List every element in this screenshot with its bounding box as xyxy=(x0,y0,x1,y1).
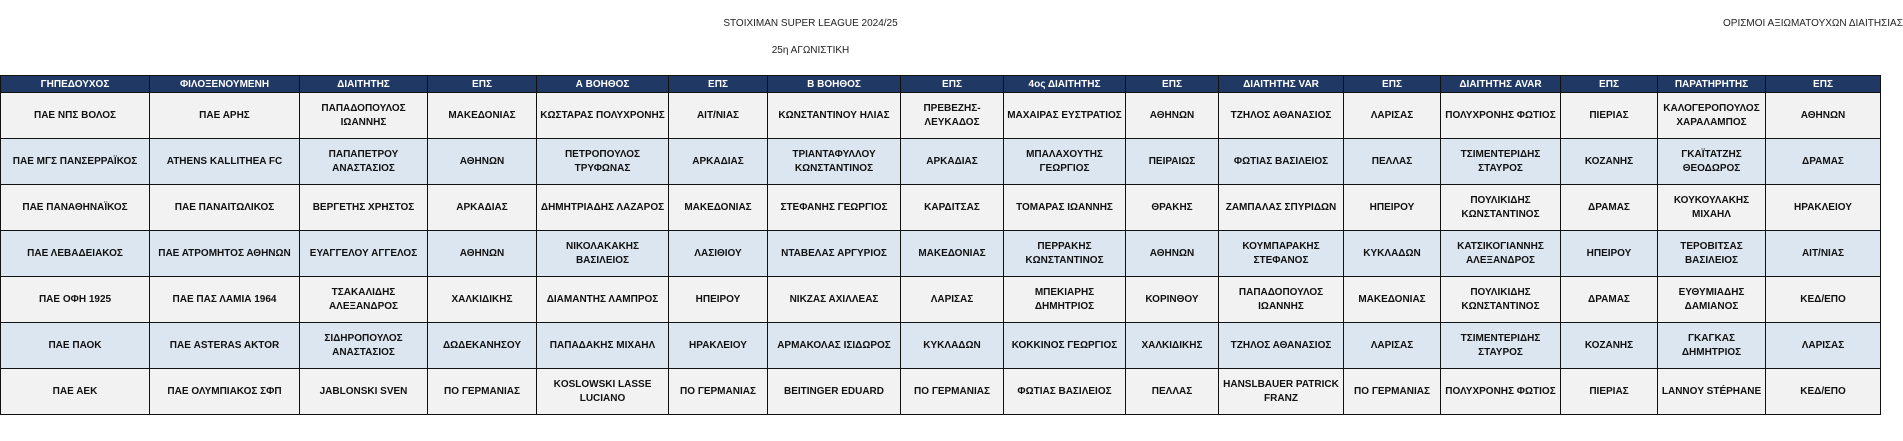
table-cell: ΠΟΥΛΙΚΙΔΗΣ ΚΩΝΣΤΑΝΤΙΝΟΣ xyxy=(1441,277,1561,323)
document-subtitle: 25η ΑΓΩΝΙΣΤΙΚΗ xyxy=(771,45,850,56)
table-cell: ΑΡΚΑΔΙΑΣ xyxy=(428,185,537,231)
table-cell: ΚΑΡΔΙΤΣΑΣ xyxy=(901,185,1004,231)
assignments-table-container xyxy=(0,75,1858,413)
table-cell: ΠΡΕΒΕΖΗΣ-ΛΕΥΚΑΔΟΣ xyxy=(901,93,1004,139)
table-cell: HANSLBAUER PATRICK FRANZ xyxy=(1219,369,1344,415)
table-cell: ΠΙΕΡΙΑΣ xyxy=(1561,369,1658,415)
table-cell: ΔΡΑΜΑΣ xyxy=(1561,277,1658,323)
table-cell: ΛΑΡΙΣΑΣ xyxy=(1766,323,1881,369)
table-cell: ΠΑΕ ΜΓΣ ΠΑΝΣΕΡΡΑΪΚΟΣ xyxy=(1,139,150,185)
table-cell: ΚΕΔ/ΕΠΟ xyxy=(1766,369,1881,415)
table-cell: ΚΩΝΣΤΑΝΤΙΝΟΥ ΗΛΙΑΣ xyxy=(768,93,901,139)
table-cell: ΕΥΘΥΜΙΑΔΗΣ ΔΑΜΙΑΝΟΣ xyxy=(1658,277,1766,323)
table-cell: ΠΟ ΓΕΡΜΑΝΙΑΣ xyxy=(428,369,537,415)
table-cell: KOSLOWSKI LASSE LUCIANO xyxy=(537,369,669,415)
table-cell: ΗΠΕΙΡΟΥ xyxy=(1344,185,1441,231)
table-cell: ΠΑΕ ΠΑΣ ΛΑΜΙΑ 1964 xyxy=(150,277,300,323)
table-cell: ΜΠΕΚΙΑΡΗΣ ΔΗΜΗΤΡΙΟΣ xyxy=(1004,277,1126,323)
column-header: ΕΠΣ xyxy=(1766,76,1881,93)
table-cell: ΑΡΚΑΔΙΑΣ xyxy=(669,139,768,185)
table-cell: ΑΘΗΝΩΝ xyxy=(1766,93,1881,139)
table-cell: ΚΟΥΚΟΥΛΑΚΗΣ ΜΙΧΑΗΛ xyxy=(1658,185,1766,231)
column-header: ΕΠΣ xyxy=(428,76,537,93)
table-cell: ΝΙΚΖΑΣ ΑΧΙΛΛΕΑΣ xyxy=(768,277,901,323)
table-cell: ΠΙΕΡΙΑΣ xyxy=(1561,93,1658,139)
column-header: ΔΙΑΙΤΗΤΗΣ AVAR xyxy=(1441,76,1561,93)
table-cell: ΦΩΤΙΑΣ ΒΑΣΙΛΕΙΟΣ xyxy=(1004,369,1126,415)
table-cell: ΛΑΡΙΣΑΣ xyxy=(1344,93,1441,139)
table-cell: ΚΥΚΛΑΔΩΝ xyxy=(901,323,1004,369)
table-cell: ΠΟΥΛΙΚΙΔΗΣ ΚΩΝΣΤΑΝΤΙΝΟΣ xyxy=(1441,185,1561,231)
table-cell: ΚΑΛΟΓΕΡΟΠΟΥΛΟΣ ΧΑΡΑΛΑΜΠΟΣ xyxy=(1658,93,1766,139)
column-header: ΕΠΣ xyxy=(1126,76,1219,93)
table-cell: ΑΘΗΝΩΝ xyxy=(428,231,537,277)
table-cell: ΚΟΖΑΝΗΣ xyxy=(1561,323,1658,369)
table-cell: ΗΠΕΙΡΟΥ xyxy=(1561,231,1658,277)
column-header: ΕΠΣ xyxy=(1344,76,1441,93)
table-cell: ΠΑΕ ΝΠΣ ΒΟΛΟΣ xyxy=(1,93,150,139)
table-cell: ΓΚΑΪΤΑΤΖΗΣ ΘΕΟΔΩΡΟΣ xyxy=(1658,139,1766,185)
table-row xyxy=(1,139,1881,185)
table-cell: ΗΡΑΚΛΕΙΟΥ xyxy=(669,323,768,369)
table-cell: ΤΕΡΟΒΙΤΣΑΣ ΒΑΣΙΛΕΙΟΣ xyxy=(1658,231,1766,277)
table-cell: ΤΖΗΛΟΣ ΑΘΑΝΑΣΙΟΣ xyxy=(1219,323,1344,369)
table-cell: ΤΡΙΑΝΤΑΦΥΛΛΟΥ ΚΩΝΣΤΑΝΤΙΝΟΣ xyxy=(768,139,901,185)
table-cell: ΚΟΥΜΠΑΡΑΚΗΣ ΣΤΕΦΑΝΟΣ xyxy=(1219,231,1344,277)
table-cell: ΠΑΕ ΠΑΟΚ xyxy=(1,323,150,369)
table-cell: BEITINGER EDUARD xyxy=(768,369,901,415)
table-cell: ΠΑΕ ΟΦΗ 1925 xyxy=(1,277,150,323)
column-header: ΕΠΣ xyxy=(1561,76,1658,93)
table-cell: ΔΩΔΕΚΑΝΗΣΟΥ xyxy=(428,323,537,369)
table-cell: ΜΠΑΛΑΧΟΥΤΗΣ ΓΕΩΡΓΙΟΣ xyxy=(1004,139,1126,185)
table-cell: ΗΡΑΚΛΕΙΟΥ xyxy=(1766,185,1881,231)
column-header: ΔΙΑΙΤΗΤΗΣ xyxy=(300,76,428,93)
table-cell: ΠΑΕ ΑΕΚ xyxy=(1,369,150,415)
table-row xyxy=(1,231,1881,277)
table-cell: ΚΥΚΛΑΔΩΝ xyxy=(1344,231,1441,277)
table-cell: ΠΑΕ ΑΡΗΣ xyxy=(150,93,300,139)
table-cell: ΑΙΤ/ΝΙΑΣ xyxy=(1766,231,1881,277)
table-header-row xyxy=(1,76,1881,93)
table-cell: ΛΑΡΙΣΑΣ xyxy=(1344,323,1441,369)
table-cell: ΚΟΚΚΙΝΟΣ ΓΕΩΡΓΙΟΣ xyxy=(1004,323,1126,369)
table-cell: ΠΑΠΑΔΑΚΗΣ ΜΙΧΑΗΛ xyxy=(537,323,669,369)
table-cell: ΑΘΗΝΩΝ xyxy=(428,139,537,185)
table-cell: ΠΕΡΡΑΚΗΣ ΚΩΝΣΤΑΝΤΙΝΟΣ xyxy=(1004,231,1126,277)
table-cell: ΤΣΙΜΕΝΤΕΡΙΔΗΣ ΣΤΑΥΡΟΣ xyxy=(1441,323,1561,369)
table-cell: ΑΙΤ/ΝΙΑΣ xyxy=(669,93,768,139)
table-cell: ΠΕΤΡΟΠΟΥΛΟΣ ΤΡΥΦΩΝΑΣ xyxy=(537,139,669,185)
table-cell: ΕΥΑΓΓΕΛΟΥ ΑΓΓΕΛΟΣ xyxy=(300,231,428,277)
column-header: 4ος ΔΙΑΙΤΗΤΗΣ xyxy=(1004,76,1126,93)
table-cell: ATHENS KALLITHEA FC xyxy=(150,139,300,185)
table-cell: ΠΟΛΥΧΡΟΝΗΣ ΦΩΤΙΟΣ xyxy=(1441,93,1561,139)
column-header: Β ΒΟΗΘΟΣ xyxy=(768,76,901,93)
table-cell: ΠΕΛΛΑΣ xyxy=(1126,369,1219,415)
table-cell: ΛΑΣΙΘΙΟΥ xyxy=(669,231,768,277)
column-header: ΦΙΛΟΞΕΝΟΥΜΕΝΗ xyxy=(150,76,300,93)
table-cell: LANNOY STÉPHANE xyxy=(1658,369,1766,415)
table-cell: ΧΑΛΚΙΔΙΚΗΣ xyxy=(1126,323,1219,369)
table-cell: ΠΑΕ ASTERAS AKTOR xyxy=(150,323,300,369)
column-header: ΓΗΠΕΔΟΥΧΟΣ xyxy=(1,76,150,93)
table-cell: ΣΙΔΗΡΟΠΟΥΛΟΣ ΑΝΑΣΤΑΣΙΟΣ xyxy=(300,323,428,369)
table-cell: ΠΑΕ ΟΛΥΜΠΙΑΚΟΣ ΣΦΠ xyxy=(150,369,300,415)
document-heading-right: ΟΡΙΣΜΟΙ ΑΞΙΩΜΑΤΟΥΧΩΝ ΔΙΑΙΤΗΣΙΑΣ xyxy=(1723,18,1903,29)
table-cell: ΤΟΜΑΡΑΣ ΙΩΑΝΝΗΣ xyxy=(1004,185,1126,231)
table-cell: ΠΟ ΓΕΡΜΑΝΙΑΣ xyxy=(901,369,1004,415)
table-cell: ΔΡΑΜΑΣ xyxy=(1766,139,1881,185)
column-header: ΕΠΣ xyxy=(669,76,768,93)
table-cell: ΚΟΡΙΝΘΟΥ xyxy=(1126,277,1219,323)
table-cell: ΔΡΑΜΑΣ xyxy=(1561,185,1658,231)
table-cell: ΠΟΛΥΧΡΟΝΗΣ ΦΩΤΙΟΣ xyxy=(1441,369,1561,415)
column-header: ΠΑΡΑΤΗΡΗΤΗΣ xyxy=(1658,76,1766,93)
table-cell: ΛΑΡΙΣΑΣ xyxy=(901,277,1004,323)
table-cell: ΠΑΠΑΔΟΠΟΥΛΟΣ ΙΩΑΝΝΗΣ xyxy=(1219,277,1344,323)
table-cell: ΑΘΗΝΩΝ xyxy=(1126,231,1219,277)
table-cell: ΚΩΣΤΑΡΑΣ ΠΟΛΥΧΡΟΝΗΣ xyxy=(537,93,669,139)
table-cell: ΠΑΕ ΑΤΡΟΜΗΤΟΣ ΑΘΗΝΩΝ xyxy=(150,231,300,277)
table-cell: ΑΡΚΑΔΙΑΣ xyxy=(901,139,1004,185)
table-cell: ΔΗΜΗΤΡΙΑΔΗΣ ΛΑΖΑΡΟΣ xyxy=(537,185,669,231)
table-cell: ΠΕΙΡΑΙΩΣ xyxy=(1126,139,1219,185)
table-row xyxy=(1,93,1881,139)
table-cell: ΦΩΤΙΑΣ ΒΑΣΙΛΕΙΟΣ xyxy=(1219,139,1344,185)
table-row xyxy=(1,185,1881,231)
table-row xyxy=(1,369,1881,415)
table-cell: ΚΑΤΣΙΚΟΓΙΑΝΝΗΣ ΑΛΕΞΑΝΔΡΟΣ xyxy=(1441,231,1561,277)
column-header: ΔΙΑΙΤΗΤΗΣ VAR xyxy=(1219,76,1344,93)
table-cell: ΠΑΠΑΔΟΠΟΥΛΟΣ ΙΩΑΝΝΗΣ xyxy=(300,93,428,139)
table-cell: ΑΡΜΑΚΟΛΑΣ ΙΣΙΔΩΡΟΣ xyxy=(768,323,901,369)
table-cell: ΜΑΚΕΔΟΝΙΑΣ xyxy=(669,185,768,231)
table-cell: JABLONSKI SVEN xyxy=(300,369,428,415)
table-cell: ΠΟ ΓΕΡΜΑΝΙΑΣ xyxy=(1344,369,1441,415)
table-cell: ΤΣΙΜΕΝΤΕΡΙΔΗΣ ΣΤΑΥΡΟΣ xyxy=(1441,139,1561,185)
table-cell: ΓΚΑΓΚΑΣ ΔΗΜΗΤΡΙΟΣ xyxy=(1658,323,1766,369)
document-title: STOIXIMAN SUPER LEAGUE 2024/25 xyxy=(723,18,898,29)
table-cell: ΔΙΑΜΑΝΤΗΣ ΛΑΜΠΡΟΣ xyxy=(537,277,669,323)
column-header: ΕΠΣ xyxy=(901,76,1004,93)
table-cell: ΖΑΜΠΑΛΑΣ ΣΠΥΡΙΔΩΝ xyxy=(1219,185,1344,231)
table-cell: ΜΑΧΑΙΡΑΣ ΕΥΣΤΡΑΤΙΟΣ xyxy=(1004,93,1126,139)
table-cell: ΑΘΗΝΩΝ xyxy=(1126,93,1219,139)
table-cell: ΜΑΚΕΔΟΝΙΑΣ xyxy=(428,93,537,139)
table-cell: ΚΟΖΑΝΗΣ xyxy=(1561,139,1658,185)
table-cell: ΤΣΑΚΑΛΙΔΗΣ ΑΛΕΞΑΝΔΡΟΣ xyxy=(300,277,428,323)
table-cell: ΠΑΕ ΠΑΝΑΘΗΝΑΪΚΟΣ xyxy=(1,185,150,231)
table-body xyxy=(1,93,1881,415)
table-cell: ΠΑΕ ΠΑΝΑΙΤΩΛΙΚΟΣ xyxy=(150,185,300,231)
table-row xyxy=(1,323,1881,369)
table-cell: ΜΑΚΕΔΟΝΙΑΣ xyxy=(1344,277,1441,323)
table-cell: ΜΑΚΕΔΟΝΙΑΣ xyxy=(901,231,1004,277)
column-header: Α ΒΟΗΘΟΣ xyxy=(537,76,669,93)
table-row xyxy=(1,277,1881,323)
table-cell: ΠΑΠΑΠΕΤΡΟΥ ΑΝΑΣΤΑΣΙΟΣ xyxy=(300,139,428,185)
table-cell: ΠΟ ΓΕΡΜΑΝΙΑΣ xyxy=(669,369,768,415)
table-cell: ΗΠΕΙΡΟΥ xyxy=(669,277,768,323)
table-cell: ΠΑΕ ΛΕΒΑΔΕΙΑΚΟΣ xyxy=(1,231,150,277)
table-cell: ΒΕΡΓΕΤΗΣ ΧΡΗΣΤΟΣ xyxy=(300,185,428,231)
table-cell: ΚΕΔ/ΕΠΟ xyxy=(1766,277,1881,323)
table-cell: ΠΕΛΛΑΣ xyxy=(1344,139,1441,185)
table-cell: ΘΡΑΚΗΣ xyxy=(1126,185,1219,231)
table-cell: ΣΤΕΦΑΝΗΣ ΓΕΩΡΓΙΟΣ xyxy=(768,185,901,231)
table-cell: ΝΤΑΒΕΛΑΣ ΑΡΓΥΡΙΟΣ xyxy=(768,231,901,277)
table-cell: ΤΖΗΛΟΣ ΑΘΑΝΑΣΙΟΣ xyxy=(1219,93,1344,139)
table-cell: ΝΙΚΟΛΑΚΑΚΗΣ ΒΑΣΙΛΕΙΟΣ xyxy=(537,231,669,277)
referee-assignments-table xyxy=(0,75,1881,415)
table-cell: ΧΑΛΚΙΔΙΚΗΣ xyxy=(428,277,537,323)
